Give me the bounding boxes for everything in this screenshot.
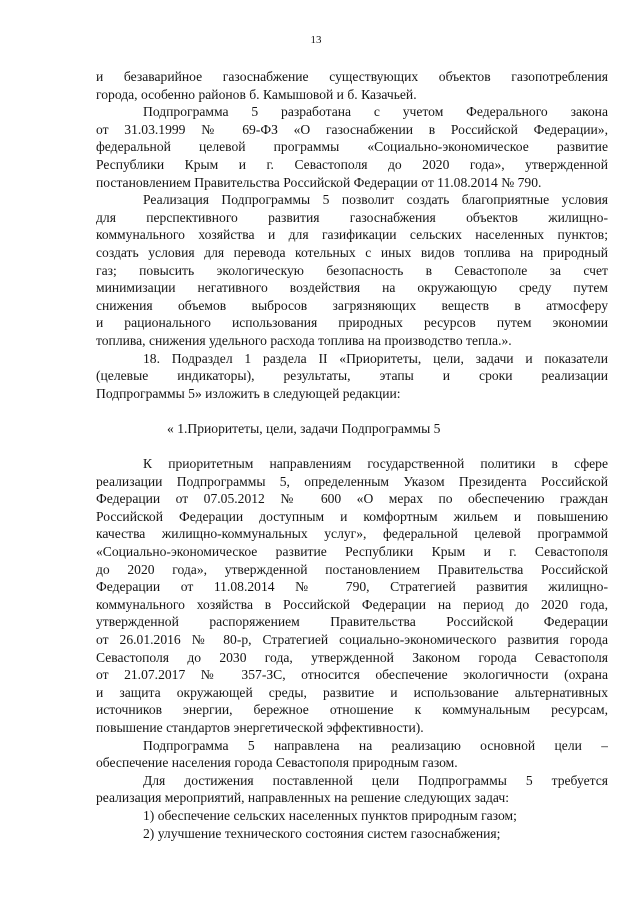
text-line: от 31.03.1999 № 69-ФЗ «О газоснабжении в Российской Федерации», xyxy=(96,121,608,137)
section-heading: « 1.Приоритеты, цели, задачи Подпрограммы 5 xyxy=(167,420,441,436)
text-line: реализации Подпрограммы 5, определенным Указом Президента Российской xyxy=(96,473,608,489)
text-line: и рационального использования природных ресурсов путем экономии xyxy=(96,315,608,331)
text-line: (целевые индикаторы), результаты, этапы и сроки реализации xyxy=(96,368,608,384)
text-line: снижения объемов выбросов загрязняющих веществ в атмосферу xyxy=(96,297,608,313)
text-line: Подпрограммы 5» изложить в следующей редакции: xyxy=(96,385,401,401)
text-line: газ; повысить экологическую безопасность в Севастополе за счет xyxy=(96,262,608,278)
intro-paragraphs xyxy=(96,68,608,402)
text-line: Федерации от 07.05.2012 № 600 «О мерах по обеспечению граждан xyxy=(96,491,608,507)
text-line: К приоритетным направлениям государственной политики в сфере xyxy=(143,456,608,472)
text-line: от 26.01.2016 № 80-р, Стратегией социально-экономического развития города xyxy=(96,632,608,647)
text-line: качества жилищно-коммунальных услуг», федеральной целевой программой xyxy=(96,526,608,542)
text-line: постановлением Правительства Российской Федерации от 11.08.2014 № 790. xyxy=(96,174,542,190)
text-line: топлива, снижения удельного расхода топлива на производство тепла.». xyxy=(96,332,512,348)
spacer xyxy=(96,437,608,455)
text-line: Севастополя до 2030 года, утвержденной Законом города Севастополя xyxy=(96,649,608,665)
text-line: Для достижения поставленной цели Подпрограммы 5 требуется xyxy=(143,772,608,788)
document-body xyxy=(96,68,608,842)
text-line: повышение стандартов энергетической эффективности). xyxy=(96,719,424,735)
text-line: коммунального хозяйства и для газификации сельских населенных пунктов; xyxy=(96,227,608,243)
text-line: Реализация Подпрограммы 5 позволит создать благоприятные условия xyxy=(143,192,608,208)
text-line: Подпрограмма 5 направлена на реализацию основной цели – xyxy=(143,737,608,753)
text-line: и безаварийное газоснабжение существующих объектов газопотребления xyxy=(96,69,608,84)
text-line: создать условия для перевода котельных с иных видов топлива на природный xyxy=(96,244,608,260)
page-number: 13 xyxy=(310,34,322,46)
text-line: Республики Крым и г. Севастополя до 2020 года», утвержденной xyxy=(96,156,608,172)
text-line: 2) улучшение технического состояния систем газоснабжения; xyxy=(143,825,501,841)
text-line: Подпрограмма 5 разработана с учетом Федерального закона xyxy=(143,104,608,120)
text-line: 1) обеспечение сельских населенных пунктов природным газом; xyxy=(143,807,517,823)
text-line: и защита окружающей среды, развитие и использование альтернативных xyxy=(96,684,608,700)
text-line: обеспечение населения города Севастополя природным газом. xyxy=(96,755,458,771)
text-line: Российской Федерации доступным и комфортным жильем и повышению xyxy=(96,508,608,524)
text-line: от 21.07.2017 № 357-ЗС, относится обеспечение экологичности (охрана xyxy=(96,667,608,683)
text-line: города, особенно районов б. Камышовой и б. Казачьей. xyxy=(96,86,417,102)
section-paragraphs xyxy=(96,455,608,842)
text-line: источников энергии, бережное отношение к коммунальным ресурсам, xyxy=(96,702,608,718)
spacer xyxy=(96,402,608,420)
text-line: коммунального хозяйства в Российской Федерации на период до 2020 года, xyxy=(96,596,608,612)
text-line: Федерации от 11.08.2014 № 790, Стратегией развития жилищно- xyxy=(96,579,608,595)
text-line: до 2020 года», утвержденной постановлением Правительства Российской xyxy=(96,561,608,577)
text-line: реализация мероприятий, направленных на решение следующих задач: xyxy=(96,790,510,806)
text-line: «Социально-экономическое развитие Республики Крым и г. Севастополя xyxy=(96,544,608,560)
text-line: федеральной целевой программы «Социально-экономическое развитие xyxy=(96,139,608,155)
text-line: утвержденной распоряжением Правительства Российской Федерации xyxy=(96,614,608,630)
text-line: 18. Подраздел 1 раздела II «Приоритеты, цели, задачи и показатели xyxy=(143,350,608,366)
text-line: для перспективного развития газоснабжения объектов жилищно- xyxy=(96,209,608,225)
text-line: минимизации негативного воздействия на окружающую среду путем xyxy=(96,280,608,296)
